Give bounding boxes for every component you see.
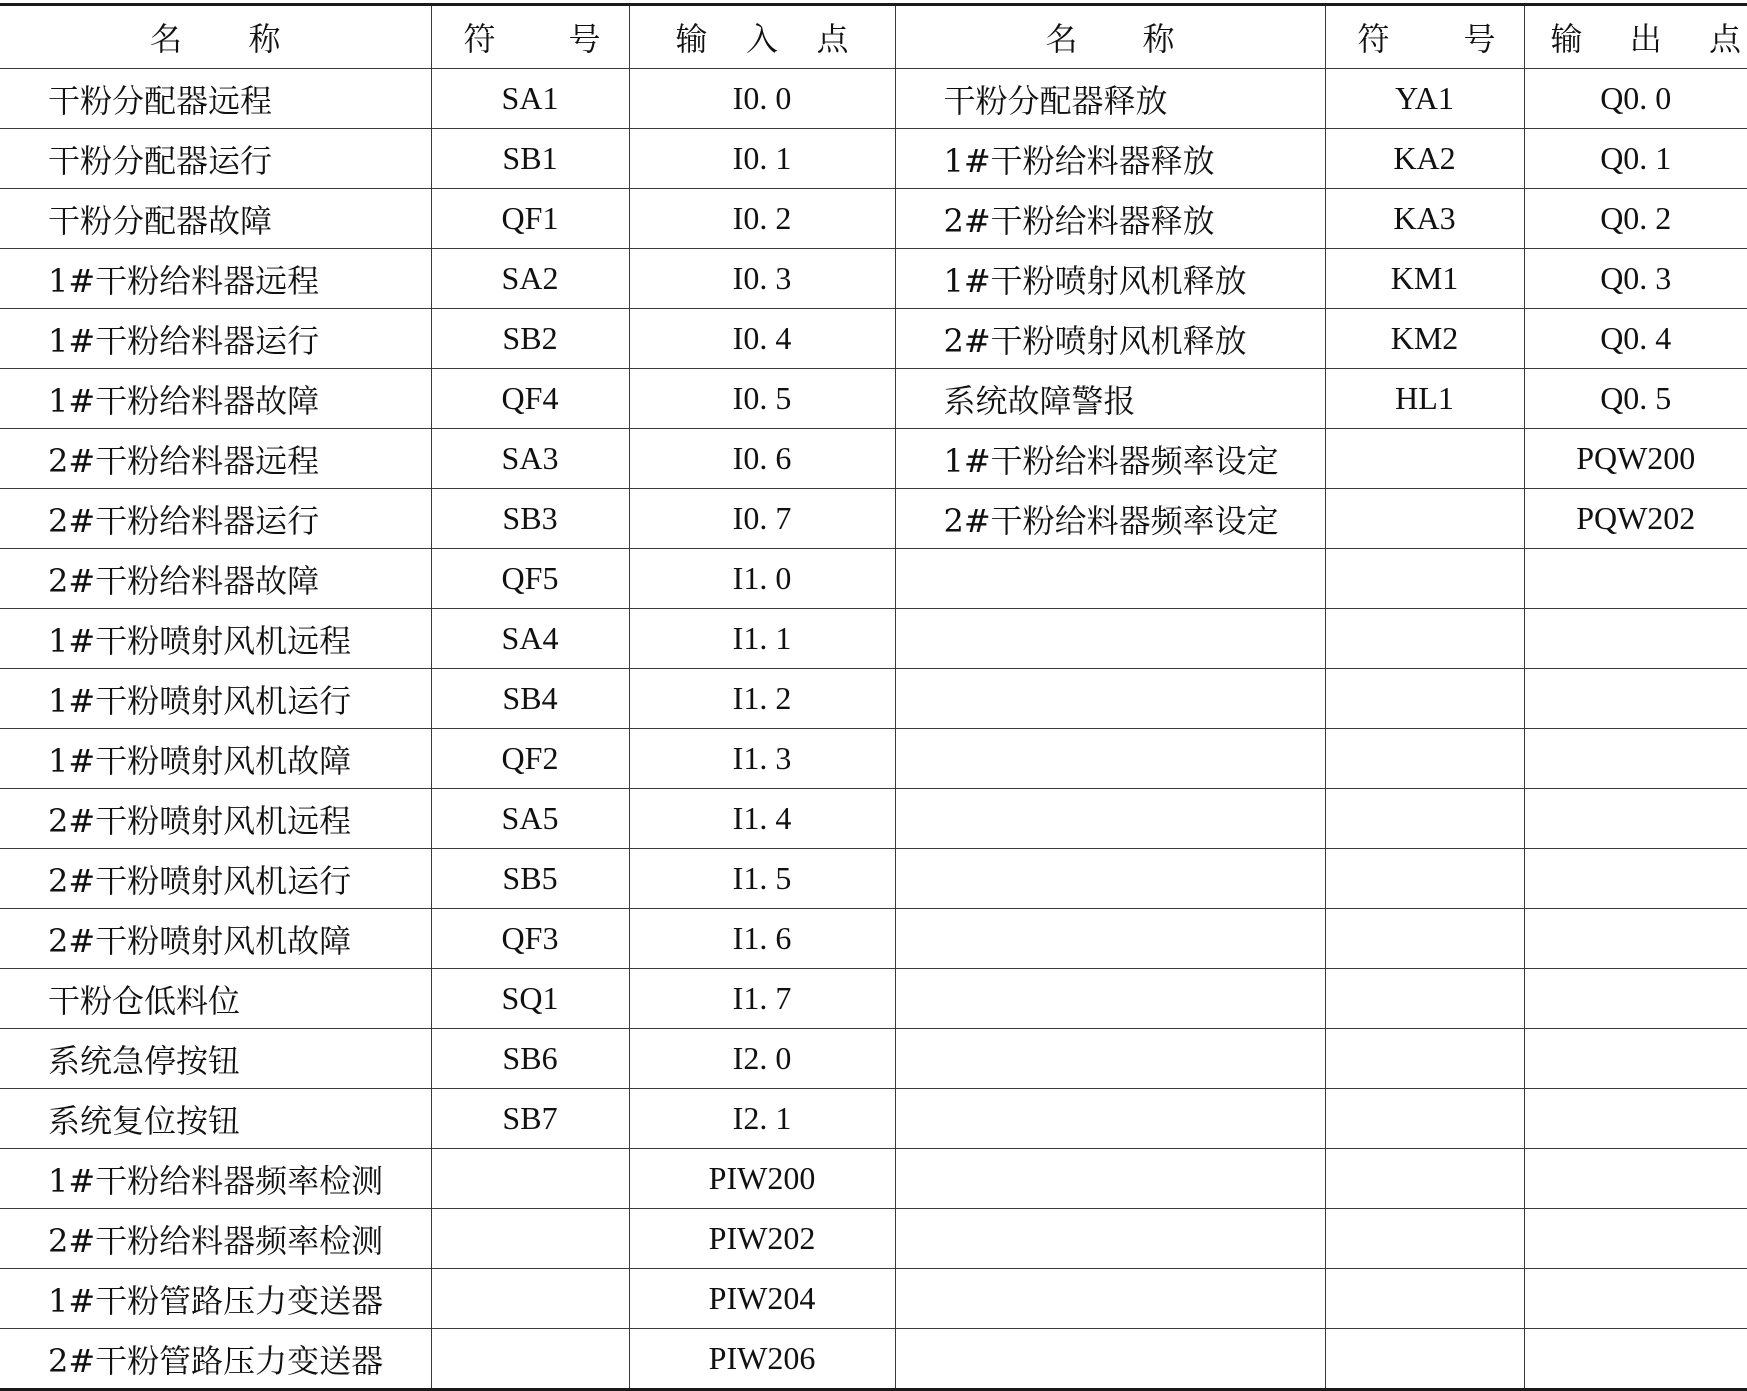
header-input-symbol: 符 号 [431,5,629,69]
output-name-cell [895,1329,1325,1390]
input-symbol-cell: QF3 [431,909,629,969]
output-name-cell [895,969,1325,1029]
input-point-cell: I1. 2 [629,669,895,729]
input-name-cell: 2#干粉喷射风机运行 [0,849,431,909]
output-symbol-cell [1325,1269,1524,1329]
table-row [0,609,1747,669]
input-symbol-cell: SB3 [431,489,629,549]
input-name-cell: 干粉仓低料位 [0,969,431,1029]
input-name-cell: 干粉分配器故障 [0,189,431,249]
output-point-cell: Q0. 2 [1524,189,1747,249]
output-name-cell: 1#干粉给料器频率设定 [895,429,1325,489]
output-name-cell [895,789,1325,849]
input-symbol-cell [431,1269,629,1329]
input-symbol-cell: SA4 [431,609,629,669]
output-symbol-cell: KA2 [1325,129,1524,189]
table-row [0,489,1747,549]
output-point-cell [1524,1269,1747,1329]
output-point-cell [1524,1029,1747,1089]
output-point-cell [1524,849,1747,909]
input-symbol-cell: QF4 [431,369,629,429]
input-symbol-cell: SB7 [431,1089,629,1149]
input-name-cell: 2#干粉给料器频率检测 [0,1209,431,1269]
table-body [0,69,1747,1390]
output-name-cell [895,1089,1325,1149]
table-row [0,549,1747,609]
output-point-cell [1524,789,1747,849]
output-symbol-cell [1325,789,1524,849]
output-point-cell [1524,909,1747,969]
input-point-cell: I0. 1 [629,129,895,189]
output-name-cell: 1#干粉喷射风机释放 [895,249,1325,309]
input-point-cell: I2. 1 [629,1089,895,1149]
input-point-cell: I0. 7 [629,489,895,549]
input-symbol-cell: SB2 [431,309,629,369]
table-row [0,189,1747,249]
input-name-cell: 1#干粉喷射风机故障 [0,729,431,789]
input-point-cell: I0. 0 [629,69,895,129]
input-name-cell: 2#干粉给料器故障 [0,549,431,609]
output-name-cell: 干粉分配器释放 [895,69,1325,129]
output-symbol-cell [1325,969,1524,1029]
input-point-cell: I1. 1 [629,609,895,669]
table-row [0,849,1747,909]
output-point-cell [1524,1209,1747,1269]
input-name-cell: 2#干粉管路压力变送器 [0,1329,431,1390]
output-name-cell [895,549,1325,609]
output-point-cell [1524,969,1747,1029]
output-symbol-cell [1325,1089,1524,1149]
table-row [0,429,1747,489]
input-point-cell: PIW204 [629,1269,895,1329]
output-point-cell [1524,729,1747,789]
table-row [0,309,1747,369]
input-name-cell: 1#干粉给料器远程 [0,249,431,309]
input-name-cell: 2#干粉喷射风机远程 [0,789,431,849]
output-symbol-cell: KM1 [1325,249,1524,309]
input-symbol-cell: SB6 [431,1029,629,1089]
output-symbol-cell [1325,1209,1524,1269]
output-name-cell [895,1149,1325,1209]
input-point-cell: I0. 6 [629,429,895,489]
header-output-symbol: 符 号 [1325,5,1524,69]
header-input-point: 输 入 点 [629,5,895,69]
input-point-cell: I0. 4 [629,309,895,369]
table-row [0,1209,1747,1269]
input-symbol-cell: QF1 [431,189,629,249]
output-point-cell [1524,1329,1747,1390]
input-point-cell: PIW202 [629,1209,895,1269]
output-point-cell [1524,1149,1747,1209]
input-symbol-cell: SQ1 [431,969,629,1029]
output-symbol-cell [1325,909,1524,969]
io-allocation-table [0,3,1747,1391]
output-symbol-cell: HL1 [1325,369,1524,429]
output-point-cell: Q0. 1 [1524,129,1747,189]
input-symbol-cell: QF2 [431,729,629,789]
input-point-cell: I0. 5 [629,369,895,429]
output-point-cell [1524,669,1747,729]
input-name-cell: 1#干粉喷射风机运行 [0,669,431,729]
output-name-cell: 系统故障警报 [895,369,1325,429]
output-symbol-cell [1325,429,1524,489]
input-symbol-cell [431,1329,629,1390]
input-name-cell: 1#干粉给料器运行 [0,309,431,369]
output-symbol-cell [1325,849,1524,909]
output-point-cell: Q0. 3 [1524,249,1747,309]
input-name-cell: 1#干粉给料器故障 [0,369,431,429]
table-row [0,129,1747,189]
input-point-cell: I1. 0 [629,549,895,609]
table-row [0,1029,1747,1089]
input-symbol-cell [431,1149,629,1209]
output-symbol-cell [1325,1329,1524,1390]
input-point-cell: I2. 0 [629,1029,895,1089]
table-row [0,969,1747,1029]
table-row [0,789,1747,849]
input-name-cell: 2#干粉给料器远程 [0,429,431,489]
table-row [0,1149,1747,1209]
table-row [0,69,1747,129]
output-name-cell: 2#干粉给料器释放 [895,189,1325,249]
output-name-cell [895,669,1325,729]
input-symbol-cell: QF5 [431,549,629,609]
input-symbol-cell: SB4 [431,669,629,729]
output-point-cell: PQW200 [1524,429,1747,489]
input-point-cell: I1. 6 [629,909,895,969]
header-input-name: 名 称 [0,5,431,69]
output-name-cell [895,1209,1325,1269]
output-point-cell [1524,549,1747,609]
input-point-cell: I1. 4 [629,789,895,849]
table-row [0,669,1747,729]
output-symbol-cell [1325,489,1524,549]
input-name-cell: 1#干粉给料器频率检测 [0,1149,431,1209]
input-name-cell: 系统急停按钮 [0,1029,431,1089]
input-point-cell: I0. 3 [629,249,895,309]
input-name-cell: 2#干粉给料器运行 [0,489,431,549]
input-name-cell: 干粉分配器远程 [0,69,431,129]
output-point-cell [1524,609,1747,669]
output-point-cell [1524,1089,1747,1149]
table-header [0,5,1747,69]
output-symbol-cell [1325,609,1524,669]
output-name-cell [895,729,1325,789]
output-symbol-cell: YA1 [1325,69,1524,129]
output-point-cell: Q0. 4 [1524,309,1747,369]
output-symbol-cell [1325,1029,1524,1089]
output-name-cell [895,849,1325,909]
output-symbol-cell: KA3 [1325,189,1524,249]
output-name-cell [895,1029,1325,1089]
output-name-cell: 1#干粉给料器释放 [895,129,1325,189]
table-row [0,1089,1747,1149]
input-symbol-cell: SA2 [431,249,629,309]
header-row [0,5,1747,69]
input-point-cell: PIW206 [629,1329,895,1390]
output-point-cell: Q0. 5 [1524,369,1747,429]
input-name-cell: 1#干粉喷射风机远程 [0,609,431,669]
header-output-name: 名 称 [895,5,1325,69]
input-name-cell: 2#干粉喷射风机故障 [0,909,431,969]
output-name-cell [895,1269,1325,1329]
input-point-cell: I1. 3 [629,729,895,789]
output-point-cell: Q0. 0 [1524,69,1747,129]
table-row [0,1329,1747,1390]
input-point-cell: I0. 2 [629,189,895,249]
input-symbol-cell [431,1209,629,1269]
table-row [0,249,1747,309]
output-name-cell: 2#干粉给料器频率设定 [895,489,1325,549]
output-name-cell: 2#干粉喷射风机释放 [895,309,1325,369]
input-name-cell: 干粉分配器运行 [0,129,431,189]
input-symbol-cell: SA3 [431,429,629,489]
output-symbol-cell: KM2 [1325,309,1524,369]
input-name-cell: 1#干粉管路压力变送器 [0,1269,431,1329]
output-symbol-cell [1325,729,1524,789]
output-name-cell [895,609,1325,669]
input-point-cell: I1. 5 [629,849,895,909]
input-symbol-cell: SB1 [431,129,629,189]
table-row [0,729,1747,789]
input-symbol-cell: SB5 [431,849,629,909]
input-name-cell: 系统复位按钮 [0,1089,431,1149]
input-symbol-cell: SA5 [431,789,629,849]
header-output-point: 输 出 点 [1524,5,1747,69]
input-point-cell: I1. 7 [629,969,895,1029]
table-row [0,369,1747,429]
output-symbol-cell [1325,1149,1524,1209]
output-symbol-cell [1325,549,1524,609]
table-row [0,909,1747,969]
output-name-cell [895,909,1325,969]
output-symbol-cell [1325,669,1524,729]
input-point-cell: PIW200 [629,1149,895,1209]
input-symbol-cell: SA1 [431,69,629,129]
output-point-cell: PQW202 [1524,489,1747,549]
table-row [0,1269,1747,1329]
